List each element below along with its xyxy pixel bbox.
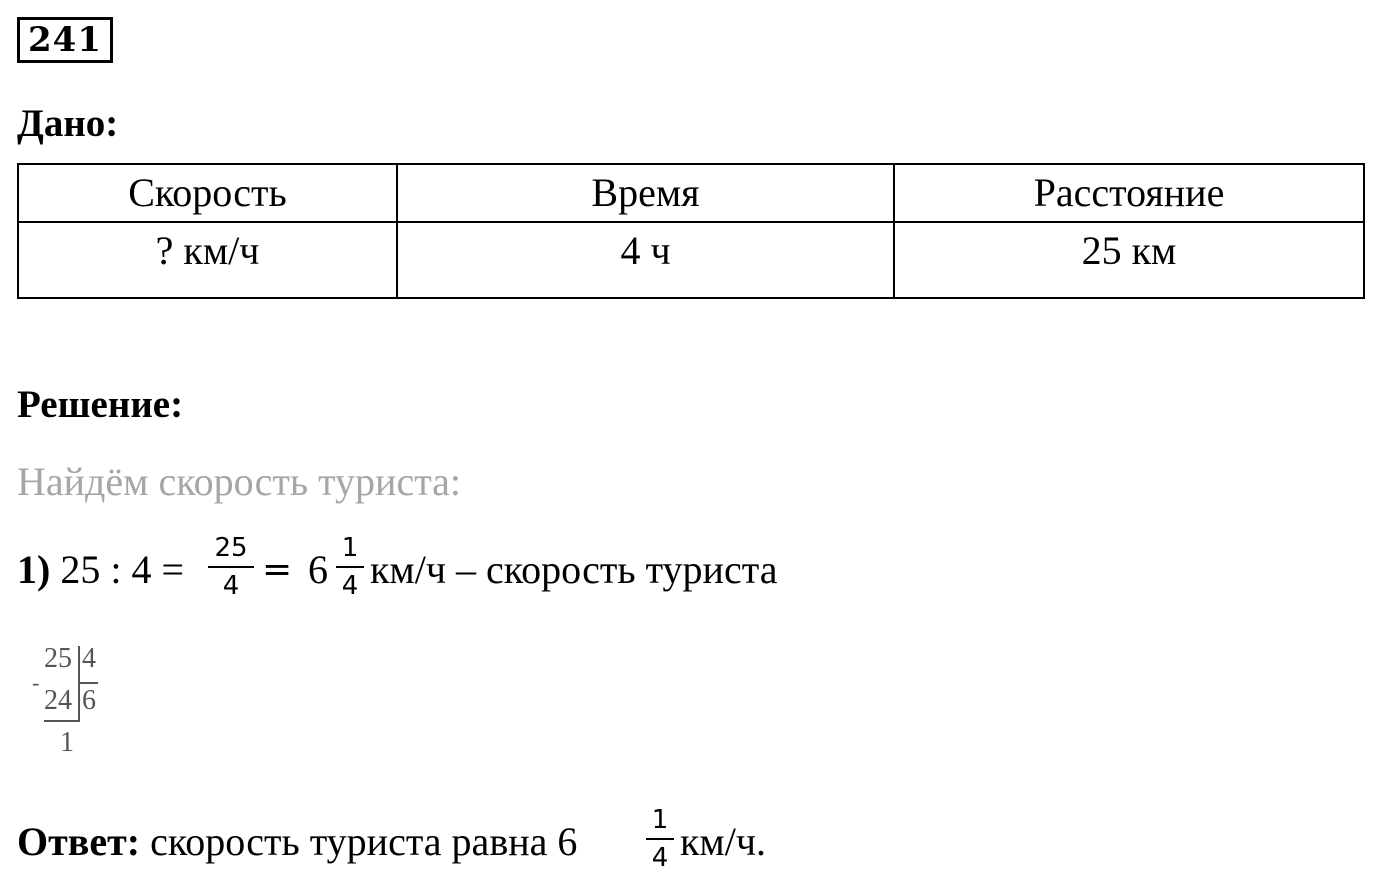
table-row — [18, 222, 1364, 298]
fraction-bar — [208, 566, 254, 568]
division-quotient-line — [78, 682, 98, 684]
step-1 — [17, 546, 184, 594]
answer — [17, 818, 577, 866]
mixed-fraction — [336, 534, 364, 600]
fraction-numerator: 25 — [214, 533, 248, 563]
solution-label: Решение: — [17, 383, 184, 426]
answer-denominator: 4 — [651, 843, 669, 873]
equals-sign: = — [262, 549, 293, 590]
fraction-denominator: 4 — [222, 571, 240, 601]
fraction-bar — [336, 566, 364, 568]
division-minus: - — [32, 670, 40, 695]
division-subtrahend: 24 — [44, 685, 72, 716]
answer-fraction — [646, 806, 674, 872]
fraction-bar — [646, 838, 674, 840]
answer-unit: км/ч. — [680, 819, 766, 864]
answer-label: Ответ: — [17, 819, 141, 864]
given-table — [17, 163, 1365, 299]
answer-numerator: 1 — [651, 805, 669, 835]
task-number: 241 — [17, 17, 113, 63]
division-remainder: 1 — [60, 727, 74, 758]
step-fraction — [208, 534, 254, 600]
header-speed: Скорость — [18, 164, 397, 222]
header-distance: Расстояние — [894, 164, 1364, 222]
division-subtract-line — [44, 720, 80, 722]
mixed-whole: 6 — [308, 547, 328, 592]
table-header-row — [18, 164, 1364, 222]
value-speed: ? км/ч — [18, 222, 397, 298]
division-divisor: 4 — [82, 643, 96, 674]
header-time: Время — [397, 164, 894, 222]
mixed-denominator: 4 — [341, 571, 359, 601]
step-suffix: км/ч – скорость туриста — [370, 547, 778, 592]
mixed-numerator: 1 — [341, 533, 359, 563]
long-division — [30, 642, 110, 762]
solution-hint: Найдём скорость туриста: — [17, 459, 462, 504]
step-number: 1) — [17, 547, 51, 592]
division-quotient: 6 — [82, 685, 96, 716]
division-dividend: 25 — [44, 643, 72, 674]
given-label: Дано: — [17, 102, 119, 145]
answer-text: скорость туриста равна 6 — [150, 819, 578, 864]
value-time: 4 ч — [397, 222, 894, 298]
value-distance: 25 км — [894, 222, 1364, 298]
step-expression: 25 : 4 = — [60, 547, 184, 592]
